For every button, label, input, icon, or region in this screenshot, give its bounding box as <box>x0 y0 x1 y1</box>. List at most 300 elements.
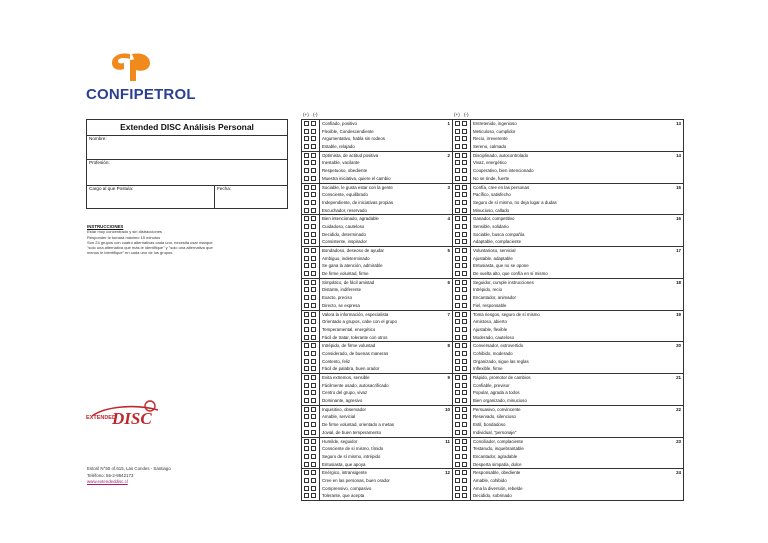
confipetrol-emblem-icon <box>108 50 154 84</box>
cargo-field[interactable] <box>87 186 287 208</box>
most-checkbox[interactable] <box>455 454 460 459</box>
least-checkbox[interactable] <box>462 232 467 237</box>
question-option <box>453 389 683 397</box>
least-checkbox[interactable] <box>462 319 467 324</box>
most-checkbox[interactable] <box>455 192 460 197</box>
most-checkbox[interactable] <box>304 359 309 364</box>
group-number: 10 <box>445 406 450 412</box>
least-checkbox[interactable] <box>311 446 316 451</box>
most-checkbox[interactable] <box>455 470 460 475</box>
option-text: Respetuoso, obediente <box>319 167 367 175</box>
most-checkbox[interactable] <box>304 439 309 444</box>
least-checkbox[interactable] <box>462 136 467 141</box>
question-group <box>302 184 452 216</box>
question-group <box>302 152 452 184</box>
most-checkbox[interactable] <box>304 493 309 498</box>
question-option <box>453 120 683 128</box>
least-checkbox[interactable] <box>462 422 467 427</box>
most-checkbox[interactable] <box>455 280 460 285</box>
option-text: Fácil de palabra, buen orador <box>319 365 379 373</box>
option-text: Confía, cree en las personas <box>470 184 529 192</box>
most-checkbox[interactable] <box>304 398 309 403</box>
most-checkbox[interactable] <box>455 327 460 332</box>
option-text: Estable, relajado <box>319 143 355 151</box>
most-checkbox[interactable] <box>455 430 460 435</box>
most-checkbox[interactable] <box>304 121 309 126</box>
most-checkbox[interactable] <box>455 144 460 149</box>
least-checkbox[interactable] <box>462 493 467 498</box>
group-number: 23 <box>676 438 681 444</box>
most-checkbox[interactable] <box>304 239 309 244</box>
least-checkbox[interactable] <box>462 439 467 444</box>
least-checkbox[interactable] <box>311 200 316 205</box>
least-checkbox[interactable] <box>311 383 316 388</box>
most-checkbox[interactable] <box>455 312 460 317</box>
most-checkbox[interactable] <box>455 407 460 412</box>
least-checkbox[interactable] <box>311 287 316 292</box>
question-column-right <box>452 119 684 501</box>
most-checkbox[interactable] <box>455 366 460 371</box>
least-checkbox[interactable] <box>311 366 316 371</box>
option-text: Conciliador, complaciente <box>470 438 523 446</box>
question-option <box>302 175 452 183</box>
most-checkbox[interactable] <box>455 216 460 221</box>
question-group <box>302 247 452 279</box>
most-checkbox[interactable] <box>455 248 460 253</box>
option-text: Argumentativo, habla sin rodeos <box>319 135 385 143</box>
most-checkbox[interactable] <box>304 280 309 285</box>
least-checkbox[interactable] <box>311 335 316 340</box>
most-checkbox[interactable] <box>455 383 460 388</box>
group-number: 2 <box>447 152 450 158</box>
least-checkbox[interactable] <box>462 176 467 181</box>
footer-url-link[interactable]: www.extendeddisc.cl <box>87 479 128 485</box>
question-option <box>302 477 452 485</box>
option-text: Organizado, sigue las reglas <box>470 358 529 366</box>
question-option <box>302 215 452 223</box>
option-text: Consciente de sí mismo, tímido <box>319 445 383 453</box>
option-text: Toma riesgos, seguro de sí mismo <box>470 311 540 319</box>
most-checkbox[interactable] <box>304 383 309 388</box>
least-checkbox[interactable] <box>311 144 316 149</box>
least-checkbox[interactable] <box>462 168 467 173</box>
least-checkbox[interactable] <box>462 280 467 285</box>
least-checkbox[interactable] <box>462 486 467 491</box>
most-checkbox[interactable] <box>455 239 460 244</box>
question-option <box>453 311 683 319</box>
least-checkbox[interactable] <box>462 248 467 253</box>
most-checkbox[interactable] <box>455 136 460 141</box>
most-checkbox[interactable] <box>304 351 309 356</box>
least-checkbox[interactable] <box>311 280 316 285</box>
least-checkbox[interactable] <box>462 185 467 190</box>
least-checkbox[interactable] <box>311 478 316 483</box>
least-checkbox[interactable] <box>311 486 316 491</box>
least-checkbox[interactable] <box>311 454 316 459</box>
most-checkbox[interactable] <box>455 121 460 126</box>
most-checkbox[interactable] <box>304 478 309 483</box>
most-checkbox[interactable] <box>455 295 460 300</box>
most-checkbox[interactable] <box>455 486 460 491</box>
most-checkbox[interactable] <box>304 366 309 371</box>
option-text: Voluntarioso, servicial <box>470 247 515 255</box>
most-checkbox[interactable] <box>455 160 460 165</box>
most-checkbox[interactable] <box>455 271 460 276</box>
footer-phone: Teléfono: 56-2-9542173 <box>87 472 134 478</box>
most-checkbox[interactable] <box>304 153 309 158</box>
least-checkbox[interactable] <box>311 263 316 268</box>
question-option <box>453 445 683 453</box>
least-checkbox[interactable] <box>311 208 316 213</box>
most-checkbox[interactable] <box>304 168 309 173</box>
question-option <box>453 175 683 183</box>
most-checkbox[interactable] <box>304 414 309 419</box>
group-number: 17 <box>676 248 681 253</box>
most-checkbox[interactable] <box>304 263 309 268</box>
option-text: Encantador, animador <box>470 294 516 302</box>
most-checkbox[interactable] <box>455 462 460 467</box>
header-minus-right: (-) <box>464 112 469 117</box>
question-option <box>302 152 452 160</box>
most-checkbox[interactable] <box>455 359 460 364</box>
most-checkbox[interactable] <box>455 263 460 268</box>
most-checkbox[interactable] <box>455 200 460 205</box>
least-checkbox[interactable] <box>462 454 467 459</box>
question-option <box>302 342 452 350</box>
least-checkbox[interactable] <box>311 168 316 173</box>
most-checkbox[interactable] <box>304 248 309 253</box>
least-checkbox[interactable] <box>462 343 467 348</box>
option-text: Sereno, calmado <box>470 143 506 151</box>
least-checkbox[interactable] <box>311 462 316 467</box>
least-checkbox[interactable] <box>311 407 316 412</box>
least-checkbox[interactable] <box>462 462 467 467</box>
option-text: Evita extremos, sensible <box>319 374 370 382</box>
most-checkbox[interactable] <box>455 375 460 380</box>
group-number: 4 <box>447 216 450 222</box>
group-number: 18 <box>676 279 681 285</box>
least-checkbox[interactable] <box>311 312 316 317</box>
most-checkbox[interactable] <box>455 414 460 419</box>
least-checkbox[interactable] <box>311 470 316 475</box>
least-checkbox[interactable] <box>462 335 467 340</box>
least-checkbox[interactable] <box>311 319 316 324</box>
option-text: Directo, se expresa <box>319 302 360 310</box>
question-option <box>302 238 452 246</box>
group-number: 14 <box>676 152 681 158</box>
least-checkbox[interactable] <box>462 366 467 371</box>
personal-data-form <box>86 119 288 209</box>
least-checkbox[interactable] <box>462 312 467 317</box>
most-checkbox[interactable] <box>304 200 309 205</box>
most-checkbox[interactable] <box>455 256 460 261</box>
most-checkbox[interactable] <box>304 486 309 491</box>
least-checkbox[interactable] <box>311 343 316 348</box>
most-checkbox[interactable] <box>304 295 309 300</box>
question-option <box>302 413 452 421</box>
most-checkbox[interactable] <box>304 160 309 165</box>
least-checkbox[interactable] <box>462 271 467 276</box>
most-checkbox[interactable] <box>455 287 460 292</box>
group-number: 21 <box>676 375 681 380</box>
least-checkbox[interactable] <box>462 359 467 364</box>
least-checkbox[interactable] <box>462 224 467 229</box>
question-group <box>453 215 683 247</box>
question-option <box>453 350 683 358</box>
least-checkbox[interactable] <box>311 422 316 427</box>
least-checkbox[interactable] <box>462 153 467 158</box>
least-checkbox[interactable] <box>462 129 467 134</box>
option-text: Contento, feliz <box>319 358 350 366</box>
most-checkbox[interactable] <box>304 192 309 197</box>
most-checkbox[interactable] <box>455 422 460 427</box>
least-checkbox[interactable] <box>462 390 467 395</box>
question-option <box>453 191 683 199</box>
most-checkbox[interactable] <box>304 256 309 261</box>
option-text: Pacífico, satisfecho <box>470 191 511 199</box>
option-text: Individual, "personaje" <box>470 429 516 437</box>
least-checkbox[interactable] <box>311 327 316 332</box>
question-option <box>453 429 683 437</box>
most-checkbox[interactable] <box>455 439 460 444</box>
least-checkbox[interactable] <box>462 216 467 221</box>
question-group <box>302 469 452 500</box>
most-checkbox[interactable] <box>304 446 309 451</box>
question-option <box>302 279 452 287</box>
most-checkbox[interactable] <box>304 319 309 324</box>
question-option <box>453 382 683 390</box>
question-option <box>453 215 683 223</box>
least-checkbox[interactable] <box>462 383 467 388</box>
most-checkbox[interactable] <box>455 390 460 395</box>
nombre-field[interactable] <box>87 136 287 160</box>
most-checkbox[interactable] <box>304 390 309 395</box>
question-group <box>302 438 452 470</box>
most-checkbox[interactable] <box>455 185 460 190</box>
least-checkbox[interactable] <box>462 351 467 356</box>
most-checkbox[interactable] <box>455 493 460 498</box>
least-checkbox[interactable] <box>311 185 316 190</box>
least-checkbox[interactable] <box>311 359 316 364</box>
least-checkbox[interactable] <box>462 208 467 213</box>
least-checkbox[interactable] <box>311 224 316 229</box>
most-checkbox[interactable] <box>304 470 309 475</box>
option-text: Decidido, sobrinado <box>470 492 512 500</box>
question-group <box>453 120 683 152</box>
most-checkbox[interactable] <box>455 153 460 158</box>
least-checkbox[interactable] <box>462 478 467 483</box>
most-checkbox[interactable] <box>304 430 309 435</box>
least-checkbox[interactable] <box>462 239 467 244</box>
question-option <box>302 286 452 294</box>
option-text: Seguro de sí mismo, no deja lugar a dudas <box>470 199 557 207</box>
most-checkbox[interactable] <box>304 454 309 459</box>
question-option <box>302 365 452 373</box>
least-checkbox[interactable] <box>311 192 316 197</box>
least-checkbox[interactable] <box>462 200 467 205</box>
least-checkbox[interactable] <box>311 136 316 141</box>
least-checkbox[interactable] <box>311 295 316 300</box>
option-text: Responsable, obediente <box>470 469 520 477</box>
most-checkbox[interactable] <box>455 343 460 348</box>
least-checkbox[interactable] <box>462 287 467 292</box>
most-checkbox[interactable] <box>455 208 460 213</box>
most-checkbox[interactable] <box>455 303 460 308</box>
least-checkbox[interactable] <box>311 439 316 444</box>
option-text: Intrépido, de firme voluntad <box>319 342 375 350</box>
instructions <box>87 224 287 256</box>
least-checkbox[interactable] <box>311 216 316 221</box>
least-checkbox[interactable] <box>462 407 467 412</box>
most-checkbox[interactable] <box>304 335 309 340</box>
least-checkbox[interactable] <box>462 303 467 308</box>
least-checkbox[interactable] <box>462 430 467 435</box>
most-checkbox[interactable] <box>304 303 309 308</box>
least-checkbox[interactable] <box>311 232 316 237</box>
option-text: Valora la información, especialista <box>319 311 388 319</box>
question-option <box>453 255 683 263</box>
least-checkbox[interactable] <box>311 153 316 158</box>
most-checkbox[interactable] <box>455 176 460 181</box>
least-checkbox[interactable] <box>462 470 467 475</box>
question-group <box>453 438 683 470</box>
most-checkbox[interactable] <box>304 208 309 213</box>
least-checkbox[interactable] <box>462 160 467 165</box>
option-text: Temperamental, energético <box>319 326 375 334</box>
question-option <box>302 492 452 500</box>
most-checkbox[interactable] <box>455 398 460 403</box>
least-checkbox[interactable] <box>462 398 467 403</box>
disc-logo-prefix: EXTENDED <box>86 415 116 421</box>
most-checkbox[interactable] <box>304 312 309 317</box>
least-checkbox[interactable] <box>311 256 316 261</box>
option-text: Ajustable, flexible <box>470 326 507 334</box>
least-checkbox[interactable] <box>462 192 467 197</box>
least-checkbox[interactable] <box>311 176 316 181</box>
most-checkbox[interactable] <box>304 327 309 332</box>
option-text: Decidido, determinado <box>319 231 366 239</box>
option-text: Encantador, agradable <box>470 453 517 461</box>
option-text: Recio, irreverente <box>470 135 508 143</box>
most-checkbox[interactable] <box>455 351 460 356</box>
option-text: Jovial, de buen temperamento <box>319 429 381 437</box>
most-checkbox[interactable] <box>304 287 309 292</box>
least-checkbox[interactable] <box>462 414 467 419</box>
least-checkbox[interactable] <box>311 351 316 356</box>
option-text: Confiable, previsor <box>470 382 510 390</box>
least-checkbox[interactable] <box>462 375 467 380</box>
question-group <box>453 406 683 438</box>
most-checkbox[interactable] <box>304 144 309 149</box>
question-option <box>302 334 452 342</box>
least-checkbox[interactable] <box>311 430 316 435</box>
question-group <box>302 279 452 311</box>
most-checkbox[interactable] <box>455 319 460 324</box>
most-checkbox[interactable] <box>304 343 309 348</box>
option-text: Inquisitivo, observador <box>319 406 366 414</box>
question-option <box>453 128 683 136</box>
least-checkbox[interactable] <box>311 398 316 403</box>
question-option <box>453 247 683 255</box>
question-option <box>302 302 452 310</box>
confipetrol-logo <box>86 50 196 105</box>
option-text: Fácil de tratar, tolerante con otros <box>319 334 387 342</box>
option-text: Seguro de sí mismo, intrépido <box>319 453 380 461</box>
most-checkbox[interactable] <box>455 478 460 483</box>
least-checkbox[interactable] <box>311 239 316 244</box>
least-checkbox[interactable] <box>462 263 467 268</box>
least-checkbox[interactable] <box>462 121 467 126</box>
least-checkbox[interactable] <box>311 303 316 308</box>
most-checkbox[interactable] <box>304 216 309 221</box>
question-option <box>302 389 452 397</box>
question-option <box>453 286 683 294</box>
group-number: 19 <box>676 311 681 317</box>
option-text: Popular, agrada a todos <box>470 389 520 397</box>
option-text: Orientado a grupos, cabe con el grupo <box>319 318 397 326</box>
most-checkbox[interactable] <box>304 185 309 190</box>
option-text: Minucioso, callado <box>470 207 509 215</box>
fecha-field[interactable] <box>214 186 231 208</box>
most-checkbox[interactable] <box>304 129 309 134</box>
question-group <box>302 374 452 406</box>
least-checkbox[interactable] <box>311 271 316 276</box>
most-checkbox[interactable] <box>455 168 460 173</box>
least-checkbox[interactable] <box>462 295 467 300</box>
profesion-field[interactable] <box>87 160 287 186</box>
most-checkbox[interactable] <box>304 462 309 467</box>
most-checkbox[interactable] <box>455 129 460 134</box>
least-checkbox[interactable] <box>311 375 316 380</box>
least-checkbox[interactable] <box>462 327 467 332</box>
most-checkbox[interactable] <box>455 224 460 229</box>
least-checkbox[interactable] <box>311 493 316 498</box>
option-text: De vuelta alto, que confía en sí mismo <box>470 270 548 278</box>
option-text: Bondadoso, deseoso de ayudar <box>319 247 384 255</box>
question-option <box>453 477 683 485</box>
least-checkbox[interactable] <box>462 144 467 149</box>
most-checkbox[interactable] <box>455 446 460 451</box>
option-text: Humilde, seguidor <box>319 438 357 446</box>
least-checkbox[interactable] <box>311 390 316 395</box>
question-option <box>453 238 683 246</box>
most-checkbox[interactable] <box>304 232 309 237</box>
option-text: Cree en las personas, buen orador <box>319 477 390 485</box>
least-checkbox[interactable] <box>311 129 316 134</box>
most-checkbox[interactable] <box>455 335 460 340</box>
question-group <box>453 311 683 343</box>
most-checkbox[interactable] <box>304 271 309 276</box>
option-text: Comprensivo, compasivo <box>319 485 371 493</box>
option-text: Desperta simpatía, dulce <box>470 461 522 469</box>
most-checkbox[interactable] <box>304 136 309 141</box>
least-checkbox[interactable] <box>462 446 467 451</box>
least-checkbox[interactable] <box>311 121 316 126</box>
most-checkbox[interactable] <box>304 375 309 380</box>
least-checkbox[interactable] <box>311 414 316 419</box>
least-checkbox[interactable] <box>462 256 467 261</box>
most-checkbox[interactable] <box>455 232 460 237</box>
most-checkbox[interactable] <box>304 224 309 229</box>
nombre-label: Nombre: <box>89 136 107 141</box>
most-checkbox[interactable] <box>304 176 309 181</box>
least-checkbox[interactable] <box>311 160 316 165</box>
most-checkbox[interactable] <box>304 407 309 412</box>
most-checkbox[interactable] <box>304 422 309 427</box>
least-checkbox[interactable] <box>311 248 316 253</box>
question-option <box>453 270 683 278</box>
question-option <box>453 199 683 207</box>
